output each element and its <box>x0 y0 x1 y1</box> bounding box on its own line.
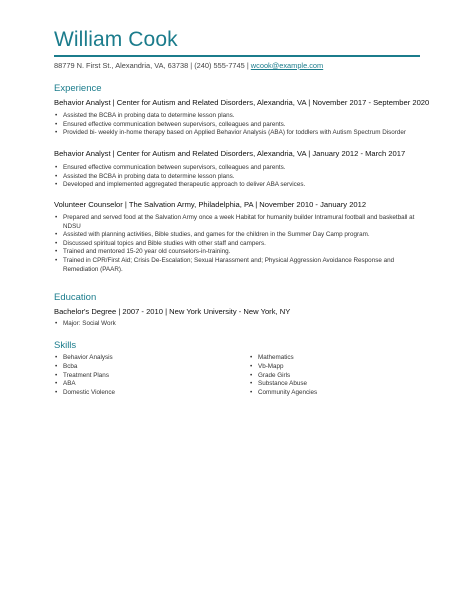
skills-column-left <box>54 354 115 398</box>
education-section-title: Education <box>54 292 97 303</box>
job-bullets <box>54 214 424 274</box>
skill-item: • Mathematics <box>249 354 317 363</box>
contact-details: 88779 N. First St., Alexandria, VA, 63738 | (240) 555-7745 | <box>54 61 251 70</box>
list-item: • Provided bi- weekly in-home therapy based on Applied Behavior Analysis (ABA) for toddlers with Autism Spectrum Disorder <box>54 129 424 138</box>
degree-heading: Bachelor's Degree | 2007 - 2010 | New York University - New York, NY <box>54 307 291 316</box>
skill-item: • Behavior Analysis <box>54 354 115 363</box>
skill-item: • Bcba <box>54 363 115 372</box>
job-heading: Volunteer Counselor | The Salvation Army, Philadelphia, PA | November 2010 - January 2012 <box>54 200 367 209</box>
list-item: • Prepared and served food at the Salvation Army once a week Habitat for humanity builder Intramural football and basketball at NDSU <box>54 214 424 231</box>
candidate-name: William Cook <box>54 28 178 51</box>
list-item: • Ensured effective communication between supervisors, colleagues and parents. <box>54 121 424 130</box>
job-bullets <box>54 112 424 138</box>
job-heading: Behavior Analyst | Center for Autism and Related Disorders, Alexandria, VA | November 2017 - September 2020 <box>54 98 430 107</box>
header-divider <box>54 55 420 57</box>
skill-item: • Treatment Plans <box>54 372 115 381</box>
list-item: • Ensured effective communication between supervisors, colleagues and parents. <box>54 164 424 173</box>
list-item: • Trained and mentored 15-20 year old counselors-in-training. <box>54 248 424 257</box>
education-bullets <box>54 320 424 329</box>
experience-section-title: Experience <box>54 83 102 94</box>
skills-section-title: Skills <box>54 340 77 351</box>
list-item: • Assisted the BCBA in probing data to determine lesson plans. <box>54 112 424 121</box>
job-heading: Behavior Analyst | Center for Autism and Related Disorders, Alexandria, VA | January 2012 - March 2017 <box>54 149 406 158</box>
email-link[interactable]: wcook@example.com <box>250 61 324 70</box>
list-item: • Discussed spiritual topics and Bible studies with other staff and campers. <box>54 240 424 249</box>
list-item: • Assisted the BCBA in probing data to determine lesson plans. <box>54 173 424 182</box>
skills-column-right <box>249 354 317 398</box>
job-bullets <box>54 164 424 190</box>
skill-item: • Community Agencies <box>249 389 317 398</box>
list-item: • Trained in CPR/First Aid; Crisis De-Escalation; Sexual Harassment and; Physical Aggression Avoidance Response and Remediation (PAAR). <box>54 257 424 274</box>
skill-item: • ABA <box>54 380 115 389</box>
list-item: • Assisted with planning activities, Bible studies, and games for the children in the Summer Day Camp program. <box>54 231 424 240</box>
skill-item: • Domestic Violence <box>54 389 115 398</box>
skill-item: • Grade Girls <box>249 372 317 381</box>
contact-line <box>54 61 323 70</box>
list-item: • Developed and implemented aggregated therapeutic approach to deliver ABA services. <box>54 181 424 190</box>
list-item: • Major: Social Work <box>54 320 424 329</box>
skill-item: • Vb-Mapp <box>249 363 317 372</box>
skill-item: • Substance Abuse <box>249 380 317 389</box>
